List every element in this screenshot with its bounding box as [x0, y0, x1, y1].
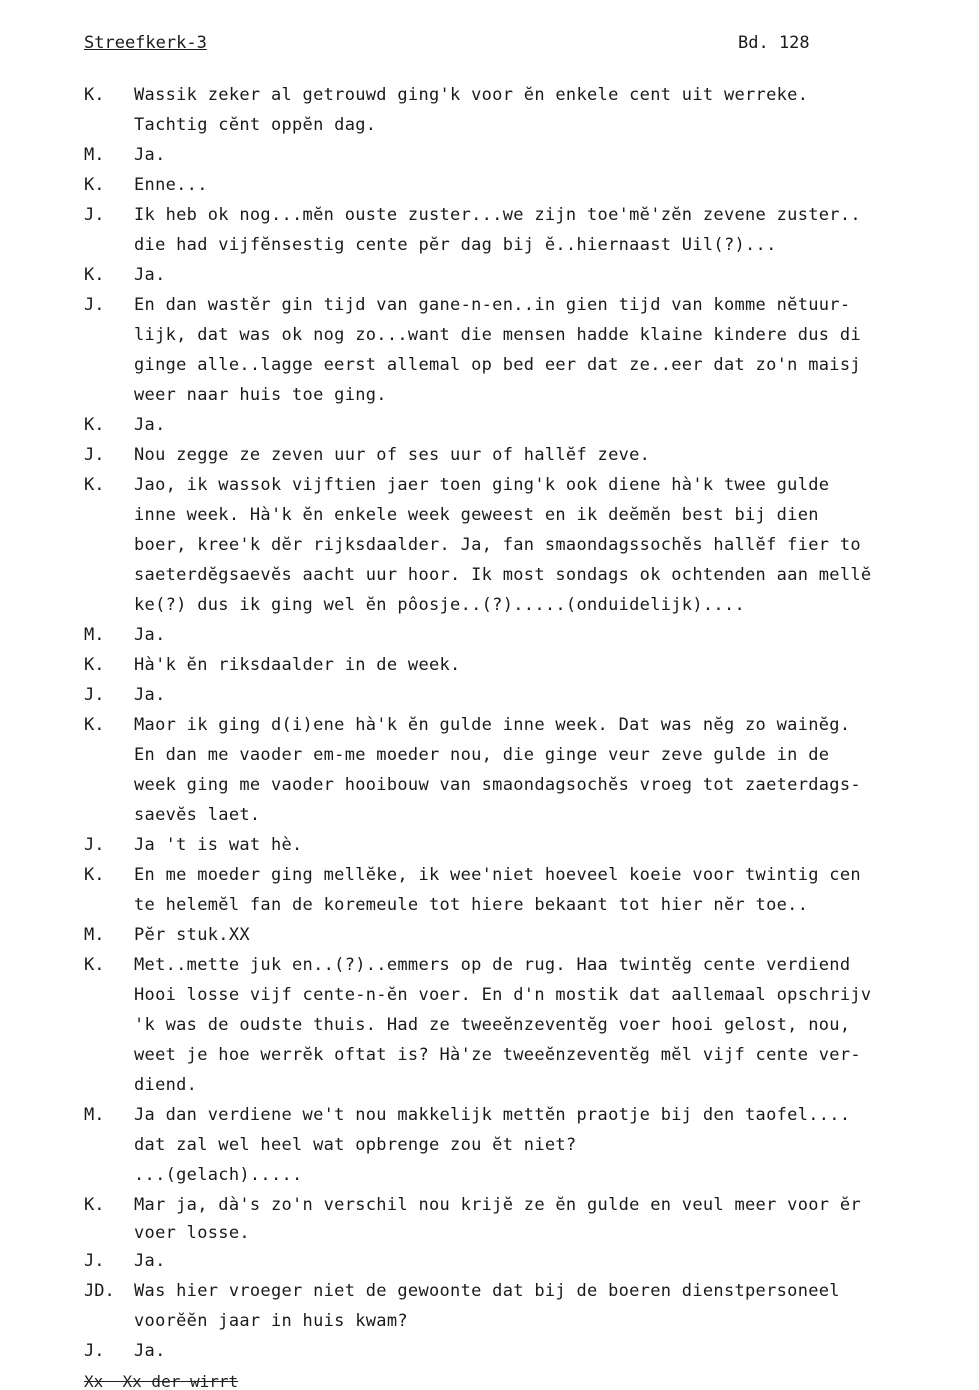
utterance	[134, 620, 166, 650]
transcript-body	[84, 80, 871, 1366]
utterance-line: En dan me vaoder em-me moeder nou, die ginge veur zeve gulde in de	[134, 745, 830, 765]
speaker-label: J.	[84, 1341, 105, 1361]
utterance-line: week ging me vaoder hooibouw van smaondagsochĕs vroeg tot zaeterdags-	[134, 775, 861, 795]
utterance	[134, 1276, 840, 1336]
transcript-entry	[84, 680, 871, 710]
document-title: Streefkerk-3	[84, 33, 207, 53]
speaker-label: K.	[84, 475, 105, 495]
transcript-entry	[84, 1246, 871, 1276]
utterance-line: te helemĕl fan de koremeule tot hiere bekaant tot hier nĕr toe..	[134, 895, 809, 915]
speaker-label: M.	[84, 625, 105, 645]
utterance	[134, 1190, 861, 1246]
utterance	[134, 260, 166, 290]
utterance-line: Hooi losse vijf cente-n-ĕn voer. En d'n mostik dat aallemaal opschrijv	[134, 985, 872, 1005]
utterance-line: voer losse.	[134, 1223, 250, 1243]
transcript-entry	[84, 200, 871, 260]
utterance-line: ke(?) dus ik ging wel ĕn pôosje..(?).....(onduidelijk)....	[134, 595, 746, 615]
utterance	[134, 1100, 850, 1190]
utterance-line: Ja.	[134, 1251, 166, 1271]
utterance-line: Met..mette juk en..(?)..emmers op de rug. Haa twintĕg cente verdiend	[134, 955, 851, 975]
utterance	[134, 80, 808, 140]
speaker-label: J.	[84, 835, 105, 855]
utterance-line: Was hier vroeger niet de gewoonte dat bij de boeren dienstpersoneel	[134, 1281, 840, 1301]
speaker-label: J.	[84, 295, 105, 315]
transcript-entry	[84, 260, 871, 290]
utterance-line: Maor ik ging d(i)ene hà'k ĕn gulde inne week. Dat was nĕg zo wainĕg.	[134, 715, 851, 735]
speaker-label: K.	[84, 1195, 105, 1215]
page-number: Bd. 128	[738, 33, 810, 53]
utterance-line: Wassik zeker al getrouwd ging'k voor ĕn enkele cent uit werreke.	[134, 85, 809, 105]
speaker-label: M.	[84, 145, 105, 165]
utterance-line: ginge alle..lagge eerst allemal op bed eer dat ze..eer dat zo'n maisj	[134, 355, 861, 375]
transcript-entry	[84, 950, 871, 1100]
utterance-line: boer, kree'k dĕr rijksdaalder. Ja, fan smaondagssochĕs hallĕf fier to	[134, 535, 861, 555]
speaker-label: K.	[84, 175, 105, 195]
utterance	[134, 200, 861, 260]
utterance-line: lijk, dat was ok nog zo...want die mensen hadde klaine kindere dus di	[134, 325, 861, 345]
speaker-label: K.	[84, 715, 105, 735]
speaker-label: K.	[84, 265, 105, 285]
utterance-line: En me moeder ging mellĕke, ik wee'niet hoeveel koeie voor twintig cen	[134, 865, 861, 885]
transcript-entry	[84, 620, 871, 650]
speaker-label: K.	[84, 415, 105, 435]
speaker-label: K.	[84, 655, 105, 675]
utterance-line: Mar ja, dà's zo'n verschil nou krijĕ ze ĕn gulde en veul meer voor ĕr	[134, 1195, 861, 1215]
transcript-entry	[84, 860, 871, 920]
utterance-line: voorĕĕn jaar in huis kwam?	[134, 1311, 408, 1331]
utterance	[134, 710, 861, 830]
utterance-line: dat zal wel heel wat opbrenge zou ĕt niet?	[134, 1135, 577, 1155]
speaker-label: K.	[84, 85, 105, 105]
utterance-line: Ja.	[134, 415, 166, 435]
utterance	[134, 860, 861, 920]
crossed-out-line: Xx Xx der wirrt	[84, 1372, 239, 1390]
utterance-line: Nou zegge ze zeven uur of ses uur of hallĕf zeve.	[134, 445, 651, 465]
utterance-line: Ja 't is wat hè.	[134, 835, 303, 855]
speaker-label: M.	[84, 1105, 105, 1125]
transcript-entry	[84, 1336, 871, 1366]
utterance-line: saevĕs laet.	[134, 805, 261, 825]
transcript-entry	[84, 1190, 871, 1246]
speaker-label: J.	[84, 445, 105, 465]
utterance	[134, 830, 303, 860]
transcript-entry	[84, 170, 871, 200]
transcript-entry	[84, 710, 871, 830]
utterance-line: Ja.	[134, 145, 166, 165]
utterance-line: Enne...	[134, 175, 208, 195]
utterance-line: inne week. Hà'k ĕn enkele week geweest en ik deĕmĕn best bij dien	[134, 505, 819, 525]
transcript-entry	[84, 80, 871, 140]
utterance	[134, 650, 461, 680]
transcript-entry	[84, 140, 871, 170]
transcript-entry	[84, 1276, 871, 1336]
utterance	[134, 920, 250, 950]
speaker-label: J.	[84, 1251, 105, 1271]
utterance	[134, 140, 166, 170]
utterance-line: diend.	[134, 1075, 198, 1095]
utterance	[134, 170, 208, 200]
utterance-line: 'k was de oudste thuis. Had ze tweeĕnzeventĕg voer hooi gelost, nou,	[134, 1015, 851, 1035]
transcript-entry	[84, 290, 871, 410]
utterance	[134, 410, 166, 440]
utterance	[134, 290, 861, 410]
utterance-line: Hà'k ĕn riksdaalder in de week.	[134, 655, 461, 675]
transcript-entry	[84, 470, 871, 620]
speaker-label: JD.	[84, 1281, 115, 1301]
utterance	[134, 440, 650, 470]
utterance-line: Ja dan verdiene we't nou makkelijk mettĕn praotje bij den taofel....	[134, 1105, 851, 1125]
utterance-line: Jao, ik wassok vijftien jaer toen ging'k ook diene hà'k twee gulde	[134, 475, 830, 495]
utterance-line: Ja.	[134, 685, 166, 705]
utterance	[134, 1246, 166, 1276]
utterance-line: Ik heb ok nog...mĕn ouste zuster...we zijn toe'mĕ'zĕn zevene zuster..	[134, 205, 861, 225]
speaker-label: K.	[84, 955, 105, 975]
utterance-line: En dan wastĕr gin tijd van gane-n-en..in gien tijd van komme nĕtuur-	[134, 295, 851, 315]
utterance-line: die had vijfĕnsestig cente pĕr dag bij ĕ..hiernaast Uil(?)...	[134, 235, 777, 255]
utterance	[134, 950, 871, 1100]
utterance	[134, 470, 871, 620]
transcript-entry	[84, 410, 871, 440]
utterance-line: Tachtig cĕnt oppĕn dag.	[134, 115, 377, 135]
transcript-entry	[84, 650, 871, 680]
transcript-entry	[84, 1100, 871, 1190]
utterance-line: Ja.	[134, 1341, 166, 1361]
speaker-label: M.	[84, 925, 105, 945]
utterance-line: saeterdĕgsaevĕs aacht uur hoor. Ik most sondags ok ochtenden aan mellĕ	[134, 565, 872, 585]
transcript-entry	[84, 440, 871, 470]
utterance-line: weer naar huis toe ging.	[134, 385, 387, 405]
speaker-label: J.	[84, 205, 105, 225]
utterance-line: weet je hoe werrĕk oftat is? Hà'ze tweeĕnzeventĕg mĕl vijf cente ver-	[134, 1045, 861, 1065]
utterance-line: Pĕr stuk.XX	[134, 925, 250, 945]
transcript-entry	[84, 920, 871, 950]
utterance	[134, 680, 166, 710]
utterance-line: Ja.	[134, 265, 166, 285]
transcript-entry	[84, 830, 871, 860]
utterance-line: ...(gelach).....	[134, 1165, 303, 1185]
utterance-line: Ja.	[134, 625, 166, 645]
speaker-label: K.	[84, 865, 105, 885]
speaker-label: J.	[84, 685, 105, 705]
utterance	[134, 1336, 166, 1366]
page-header	[84, 33, 979, 57]
